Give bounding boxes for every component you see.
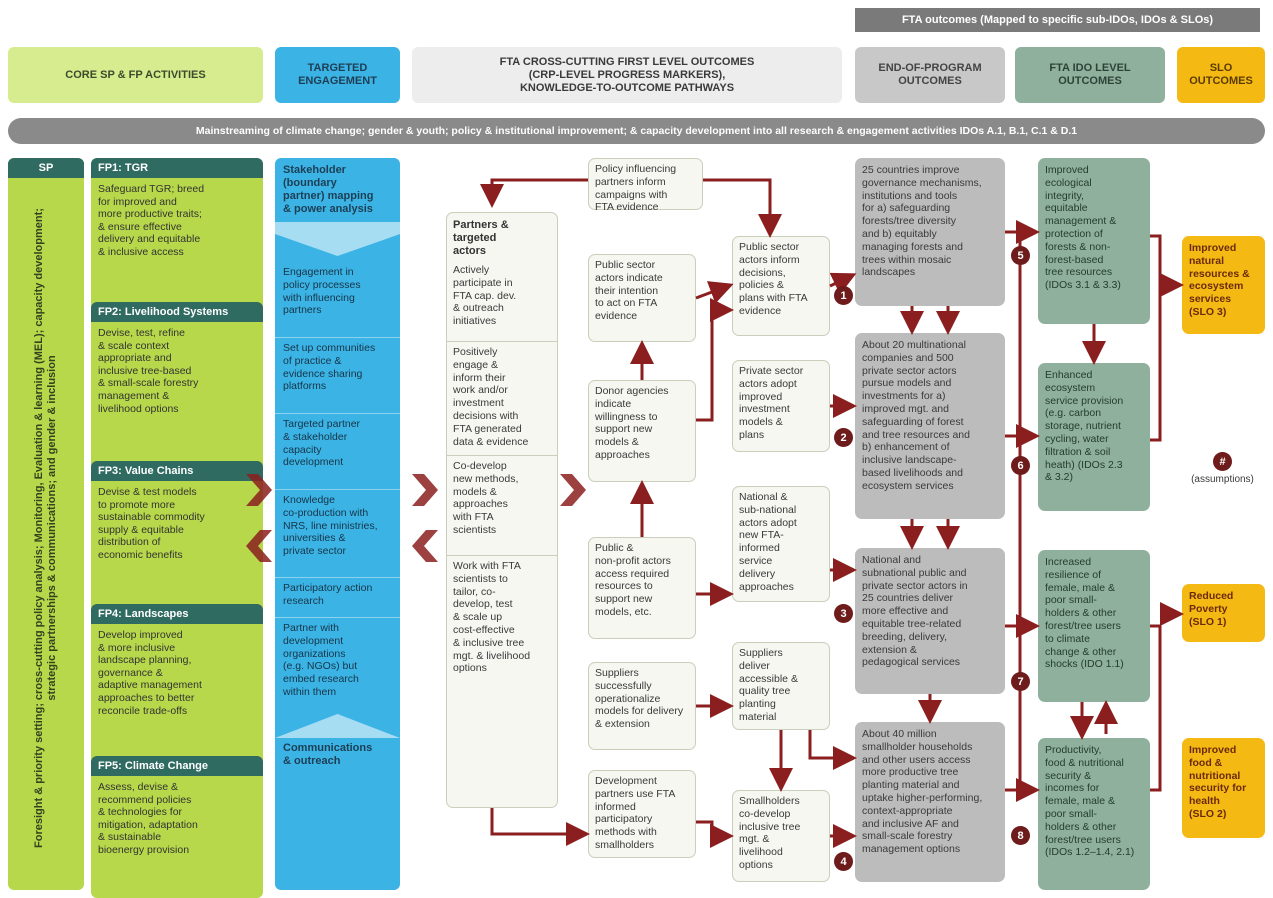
engagement-item-1: Engagement in policy processes with influencing partners bbox=[275, 262, 400, 338]
engagement-bottom: Communications & outreach bbox=[283, 742, 373, 767]
assumption-marker-3: 3 bbox=[834, 604, 853, 623]
chevron-right-1 bbox=[246, 474, 272, 506]
arrow-policy-to-public-inform bbox=[703, 180, 770, 232]
assumption-marker-4: 4 bbox=[834, 852, 853, 871]
pathway-public-sector-intention: Public sector actors indicate their intention to act on FTA evidence bbox=[588, 254, 696, 342]
engagement-item-3: Targeted partner & stakeholder capacity development bbox=[275, 414, 400, 490]
ido-resilience: Increased resilience of female, male & poor small- holders & other forest/tree users to climate change & other shocks (IDO 1.1) bbox=[1038, 550, 1150, 702]
arrow-inform-to-eop1 bbox=[830, 276, 851, 286]
assumption-marker-7: 7 bbox=[1011, 672, 1030, 691]
header-ido-outcomes: FTA IDO LEVEL OUTCOMES bbox=[1015, 47, 1165, 103]
engagement-top: Stakeholder (boundary partner) mapping & power analysis bbox=[283, 164, 374, 215]
fp4-body: Develop improved & more inclusive landscape planning, governance & adaptive management approaches to better reconcile trade-offs bbox=[91, 624, 263, 763]
header-slo-outcomes: SLO OUTCOMES bbox=[1177, 47, 1265, 103]
chevron-left-2 bbox=[412, 530, 438, 562]
fp2-title: FP2: Livelihood Systems bbox=[91, 302, 263, 322]
pathway-policy-influencing: Policy influencing partners inform campaigns with FTA evidence bbox=[588, 158, 703, 210]
chevron-right-2 bbox=[412, 474, 438, 506]
slo-natural-resources: Improved natural resources & ecosystem services (SLO 3) bbox=[1182, 236, 1265, 334]
arrow-policy-to-partners bbox=[492, 180, 588, 202]
fp3-body: Devise & test models to promote more sustainable commodity supply & equitable distribution of economic benefits bbox=[91, 481, 263, 611]
ido-productivity: Productivity, food & nutritional security & incomes for female, male & poor small- holders & other forest/tree users (IDOs 1.2–1.4, 2.1) bbox=[1038, 738, 1150, 890]
header-crosscutting-outcomes: FTA CROSS-CUTTING FIRST LEVEL OUTCOMES (CRP-LEVEL PROGRESS MARKERS), KNOWLEDGE-TO-OUTCOME PATHWAYS bbox=[412, 47, 842, 103]
fp1-body: Safeguard TGR; breed for improved and more productive traits; & ensure effective delivery and equitable & inclusive access bbox=[91, 178, 263, 308]
arrow-devpartners-to-smallholders bbox=[696, 822, 728, 836]
pathway-suppliers-operationalize: Suppliers successfully operationalize models for delivery & extension bbox=[588, 662, 696, 750]
fp2-body: Devise, test, refine & scale context appropriate and inclusive tree-based & small-scale forestry management & livelihood options bbox=[91, 322, 263, 467]
header-end-of-program: END-OF-PROGRAM OUTCOMES bbox=[855, 47, 1005, 103]
pathway-suppliers-deliver: Suppliers deliver accessible & quality tree planting material bbox=[732, 642, 830, 730]
ido-ecological-integrity: Improved ecological integrity, equitable management & protection of forests & non- forest-based tree resources (IDOs 3.1 & 3.3) bbox=[1038, 158, 1150, 324]
arrow-ido1-ido2-to-slo3 bbox=[1150, 236, 1178, 440]
arrow-public-intention-to-inform bbox=[696, 286, 728, 298]
pathway-public-nonprofit: Public & non-profit actors access required resources to support new models, etc. bbox=[588, 537, 696, 639]
assumption-marker-5: 5 bbox=[1011, 246, 1030, 265]
pathway-donor-agencies: Donor agencies indicate willingness to support new models & approaches bbox=[588, 380, 696, 482]
engagement-item-4: Knowledge co-production with NRS, line ministries, universities & private sector bbox=[275, 490, 400, 578]
header-core-activities: CORE SP & FP ACTIVITIES bbox=[8, 47, 263, 103]
fp4-title: FP4: Landscapes bbox=[91, 604, 263, 624]
ido-ecosystem-services: Enhanced ecosystem service provision (e.g. carbon storage, nutrient cycling, water filtration & soil heath) (IDOs 2.3 & 3.2) bbox=[1038, 363, 1150, 511]
partners-item-1: Actively participate in FTA cap. dev. & outreach initiatives bbox=[447, 260, 557, 342]
fta-outcomes-banner-label: FTA outcomes (Mapped to specific sub-IDOs, IDOs & SLOs) bbox=[901, 14, 1214, 26]
pathway-private-sector-adopt: Private sector actors adopt improved investment models & plans bbox=[732, 360, 830, 452]
fp3-title: FP3: Value Chains bbox=[91, 461, 263, 481]
arrow-ido3-ido4-to-slo1 bbox=[1150, 614, 1178, 790]
partners-title: Partners & targeted actors bbox=[453, 219, 509, 257]
arrow-partners-to-devpartners bbox=[492, 808, 584, 834]
assumption-marker-8: 8 bbox=[1011, 826, 1030, 845]
mainstreaming-text: Mainstreaming of climate change; gender & youth; policy & institutional improvement; & capacity development into all research & engagement activities IDOs A.1, B.1, C.1 & D.1 bbox=[195, 125, 1078, 137]
partners-item-2: Positively engage & inform their work and/or investment decisions with FTA generated data & evidence bbox=[447, 342, 557, 456]
pathway-smallholders-codevelop: Smallholders co-develop inclusive tree mgt. & livelihood options bbox=[732, 790, 830, 882]
legend-symbol: # bbox=[1213, 452, 1232, 471]
eop-smallholder-access: About 40 million smallholder households and other users access more productive tree planting material and uptake higher-performing, context-appropriate and inclusive AF and small-scale forestry management options bbox=[855, 722, 1005, 882]
eop-governance: 25 countries improve governance mechanisms, institutions and tools for a) safeguarding forests/tree diversity and b) equitably managing forests and trees within mosaic landscapes bbox=[855, 158, 1005, 306]
assumption-marker-1: 1 bbox=[834, 286, 853, 305]
header-targeted-engagement: TARGETED ENGAGEMENT bbox=[275, 47, 400, 103]
eop-national-delivery: National and subnational public and private sector actors in 25 countries deliver more effective and equitable tree-related breeding, delivery, extension & pedagogical services bbox=[855, 548, 1005, 694]
fp5-body: Assess, devise & recommend policies & technologies for mitigation, adaptation & sustainable bioenergy provision bbox=[91, 776, 263, 898]
partners-item-4: Work with FTA scientists to tailor, co- develop, test & scale up cost-effective & inclusive tree mgt. & livelihood options bbox=[453, 560, 531, 675]
pathway-development-partners: Development partners use FTA informed participatory methods with smallholders bbox=[588, 770, 696, 858]
assumption-marker-6: 6 bbox=[1011, 456, 1030, 475]
pathway-national-adopt: National & sub-national actors adopt new FTA- informed service delivery approaches bbox=[732, 486, 830, 602]
sp-vertical-text: Foresight & priority setting; cross-cutting policy analysis; Monitoring, Evaluation & learning (MEL); capacity development; strategic partnerships & communications; and gender & inclusion bbox=[33, 208, 58, 848]
legend-label: (assumptions) bbox=[1191, 474, 1254, 485]
partners-item-3: Co-develop new methods, models & approaches with FTA scientists bbox=[447, 456, 557, 556]
arrow-donor-to-inform bbox=[696, 310, 728, 420]
chevron-left-1 bbox=[246, 530, 272, 562]
slo-reduced-poverty: Reduced Poverty (SLO 1) bbox=[1182, 584, 1265, 642]
sp-header: SP bbox=[8, 158, 84, 178]
eop-private-sector: About 20 multinational companies and 500 private sector actors pursue models and investments for a) improved mgt. and safeguarding of forest and tree resources and b) enhancement of inclusive landscape- based livelihoods and ecosystem services bbox=[855, 333, 1005, 519]
arrow-deliver-to-eop4 bbox=[810, 730, 851, 758]
slo-food-security: Improved food & nutritional security for health (SLO 2) bbox=[1182, 738, 1265, 838]
engagement-item-5: Participatory action research bbox=[275, 578, 400, 618]
assumption-marker-2: 2 bbox=[834, 428, 853, 447]
pathway-public-sector-inform: Public sector actors inform decisions, policies & plans with FTA evidence bbox=[732, 236, 830, 336]
engagement-item-2: Set up communities of practice & evidence sharing platforms bbox=[275, 338, 400, 414]
chevron-right-3 bbox=[560, 474, 586, 506]
fp5-title: FP5: Climate Change bbox=[91, 756, 263, 776]
engagement-item-6: Partner with development organizations (e.g. NGOs) but embed research within them bbox=[283, 622, 359, 698]
fp1-title: FP1: TGR bbox=[91, 158, 263, 178]
